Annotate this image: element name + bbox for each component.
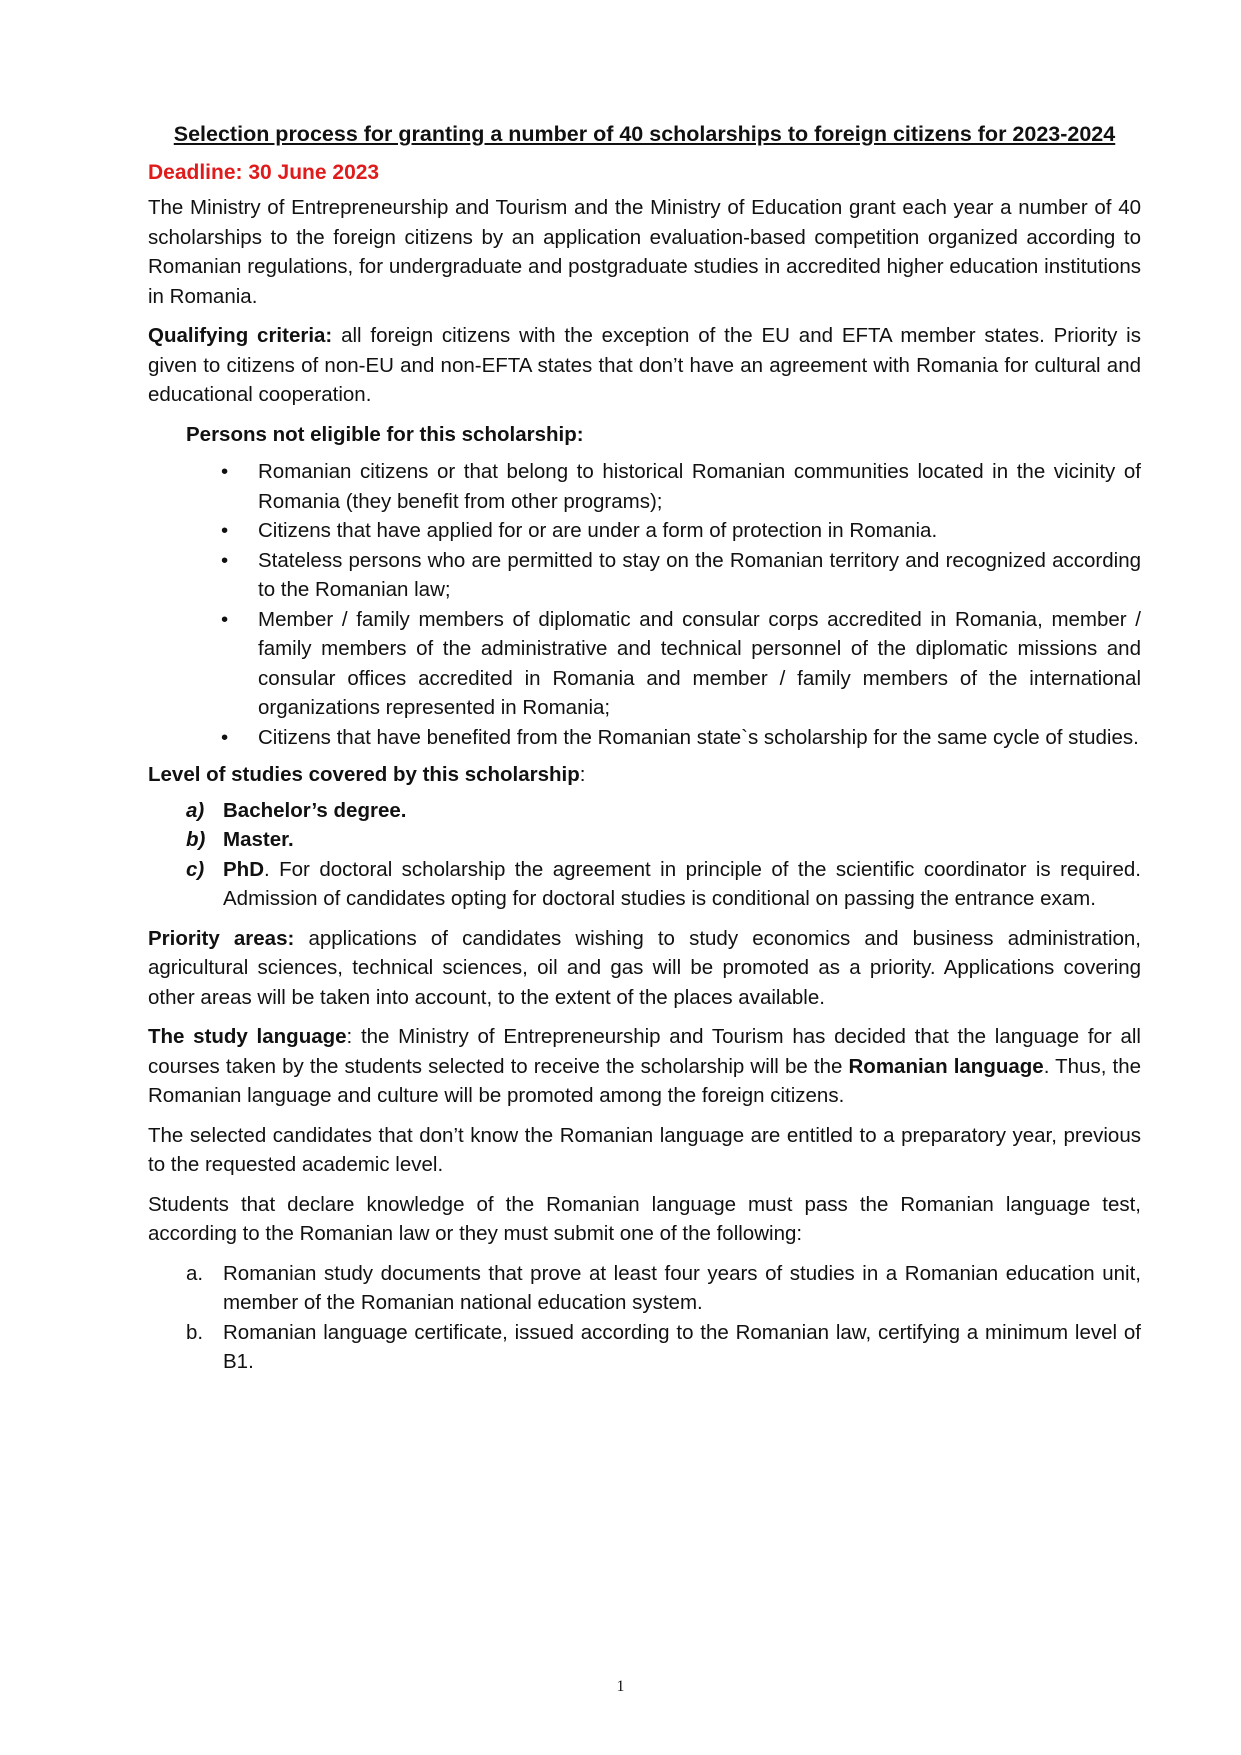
list-item-master: [186, 825, 1141, 855]
level-text: . For doctoral scholarship the agreement in principle of the scientific coordinator is required. Admission of candidates opting for doctoral studies is conditional on passing the entrance exam.: [223, 857, 1141, 910]
levels-heading-colon: :: [579, 763, 586, 786]
bullet-icon: •: [221, 607, 229, 631]
list-marker: b.: [186, 1320, 204, 1344]
language-knowledge-paragraph: Students that declare knowledge of the Romanian language must pass the Romanian language test, according to the Romanian law or they must submit one of the following:: [148, 1192, 1141, 1245]
study-language-paragraph: [148, 1022, 1141, 1111]
list-item: [221, 457, 1141, 516]
qualifying-criteria-paragraph: [148, 321, 1141, 410]
priority-areas-label: Priority areas:: [148, 926, 295, 950]
intro-paragraph: The Ministry of Entrepreneurship and Tourism and the Ministry of Education grant each year a number of 40 scholarships to the foreign citizens by an application evaluation-based competition organized according to Romanian regulations, for undergraduate and postgraduate studies in accredited higher education institutions in Romania.: [148, 196, 1141, 308]
list-item: [186, 1259, 1141, 1318]
list-item-text: Citizens that have applied for or are under a form of protection in Romania.: [258, 519, 938, 542]
bullet-icon: •: [221, 725, 229, 749]
levels-heading: [148, 760, 1141, 790]
level-label: PhD: [223, 857, 264, 881]
bullet-icon: •: [221, 548, 229, 572]
list-item: [186, 1318, 1141, 1377]
document-title: Selection process for granting a number of 40 scholarships to foreign citizens for 2023-2024: [173, 122, 1116, 146]
preparatory-year-paragraph: The selected candidates that don’t know the Romanian language are entitled to a preparatory year, previous to the requested academic level.: [148, 1123, 1141, 1176]
list-item: [221, 723, 1141, 753]
level-label: Master.: [223, 828, 294, 851]
list-marker: b): [186, 828, 206, 851]
not-eligible-list: [148, 457, 1141, 752]
levels-list: [148, 796, 1141, 914]
list-item: [221, 546, 1141, 605]
priority-areas-text: applications of candidates wishing to study economics and business administration, agricultural sciences, technical sciences, oil and gas will be promoted as a priority. Applications covering other areas will be taken into account, to the extent of the places available.: [148, 926, 1142, 1009]
study-language-emphasis: Romanian language: [848, 1054, 1044, 1078]
study-language-label: The study language: [148, 1025, 347, 1048]
list-item: [221, 605, 1141, 723]
list-item: [221, 516, 1141, 546]
qualifying-criteria-label: Qualifying criteria:: [148, 324, 333, 347]
document-page: [148, 118, 1141, 1387]
levels-heading-text: Level of studies covered by this scholarship: [148, 763, 580, 786]
study-language-text: : the Ministry of Entrepreneurship and Tourism has decided that the language for all courses taken by the students selected to receive the scholarship will be the: [148, 1025, 1141, 1078]
study-language-text-2: . Thus, the Romanian language and culture will be promoted among the foreign citizens.: [148, 1054, 1142, 1107]
list-item-text: Member / family members of diplomatic and consular corps accredited in Romania, member / family members of the administrative and technical personnel of the diplomatic missions and consular offices accredited in Romania and member / family members of the international organizations represented in Romania;: [258, 607, 1141, 719]
list-item-text: Citizens that have benefited from the Romanian state`s scholarship for the same cycle of studies.: [258, 725, 1139, 749]
list-item-text: Stateless persons who are permitted to stay on the Romanian territory and recognized according to the Romanian law;: [258, 548, 1141, 601]
deadline: Deadline: 30 June 2023: [148, 161, 380, 184]
bullet-icon: •: [221, 460, 229, 483]
list-item-phd: [186, 855, 1141, 914]
list-item-bachelor: [186, 796, 1141, 826]
qualifying-criteria-text: all foreign citizens with the exception of the EU and EFTA member states. Priority is given to citizens of non-EU and non-EFTA states that don’t have an agreement with Romania for cultural and educational cooperation.: [148, 324, 1141, 406]
list-marker: a): [186, 798, 205, 822]
list-marker: c): [186, 857, 205, 881]
list-item-text: Romanian language certificate, issued according to the Romanian law, certifying a minimum level of B1.: [223, 1320, 1141, 1373]
list-marker: a.: [186, 1261, 204, 1285]
documents-list: [148, 1259, 1141, 1377]
bullet-icon: •: [221, 519, 229, 542]
page-number: 1: [616, 1678, 625, 1695]
list-item-text: Romanian study documents that prove at least four years of studies in a Romanian education unit, member of the Romanian national education system.: [223, 1261, 1141, 1314]
list-item-text: Romanian citizens or that belong to historical Romanian communities located in the vicinity of Romania (they benefit from other programs);: [258, 460, 1141, 513]
priority-areas-paragraph: [148, 924, 1141, 1013]
not-eligible-heading: Persons not eligible for this scholarship:: [186, 422, 584, 446]
level-label: Bachelor’s degree.: [223, 798, 407, 822]
